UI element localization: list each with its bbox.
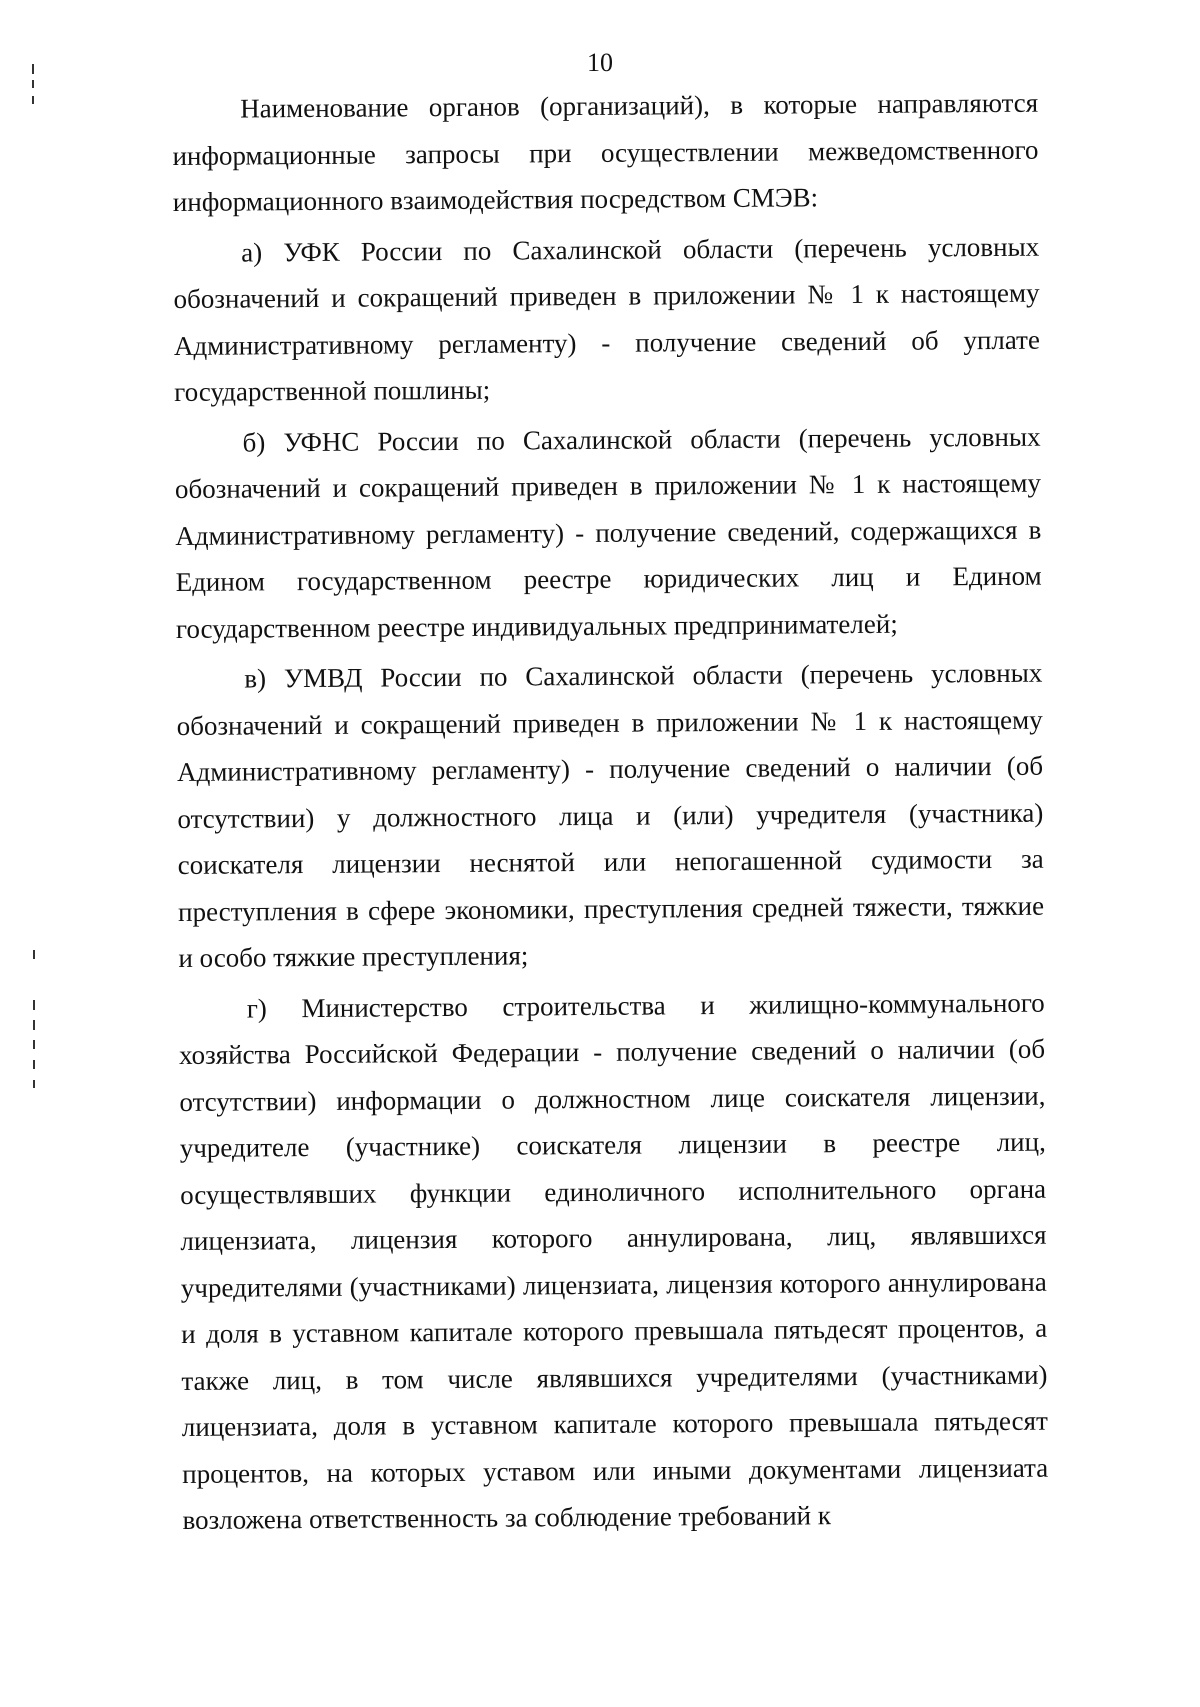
list-item-g: г) Министерство строительства и жилищно-коммунального хозяйства Российской Федерации - получение сведений о наличии (об отсутствии) информации о должностном лице соискателя лицензии, учредителе (участнике) соискателя лицензии в реестре лиц, осуществлявших функции единоличного исполнительного органа лицензиата, лицензия которого аннулирована, лиц, являвшихся учредителями (участниками) лицензиата, лицензия которого аннулирована и доля в уставном капитале которого превышала пятьдесят процентов, а также лиц, в том числе являвшихся учредителями (участниками) лицензиата, доля в уставном капитале которого превышала пятьдесят процентов, на которых уставом или иными документами лицензиата возложена ответственность за соблюдение требований к <box>178 987 1049 1535</box>
scan-mark <box>33 1000 35 1010</box>
list-item-a: а) УФК России по Сахалинской области (перечень условных обозначений и сокращений приведен в приложении № 1 к настоящему Административному регламенту) - получение сведений об уплате государственной пошлины; <box>173 231 1040 407</box>
scan-mark <box>32 80 34 88</box>
page-number: 10 <box>587 48 613 77</box>
scan-mark <box>33 1080 35 1088</box>
scan-mark <box>33 1040 35 1049</box>
list-item-b: б) УФНС России по Сахалинской области (перечень условных обозначений и сокращений приведен в приложении № 1 к настоящему Административному регламенту) - получение сведений, содержащихся в Едином государственном реестре юридических лиц и Едином государственном реестре индивидуальных предпринимателей; <box>174 421 1042 644</box>
list-item-v: в) УМВД России по Сахалинской области (перечень условных обозначений и сокращений приведен в приложении № 1 к настоящему Административному регламенту) - получение сведений о наличии (об отсутствии) у должностного лица и (или) учредителя (участника) соискателя лицензии неснятой или непогашенной судимости за преступления в сфере экономики, преступления средней тяжести, тяжкие и особо тяжкие преступления; <box>176 657 1045 973</box>
scan-mark <box>33 1060 35 1069</box>
intro-paragraph: Наименование органов (организаций), в которые направляются информационные запросы при осуществлении межведомственного информационного взаимодействия посредством СМЭВ: <box>172 87 1039 217</box>
scan-mark <box>32 96 34 104</box>
document-body <box>172 80 1049 1548</box>
scan-mark <box>33 950 35 959</box>
scan-mark <box>33 1020 35 1030</box>
